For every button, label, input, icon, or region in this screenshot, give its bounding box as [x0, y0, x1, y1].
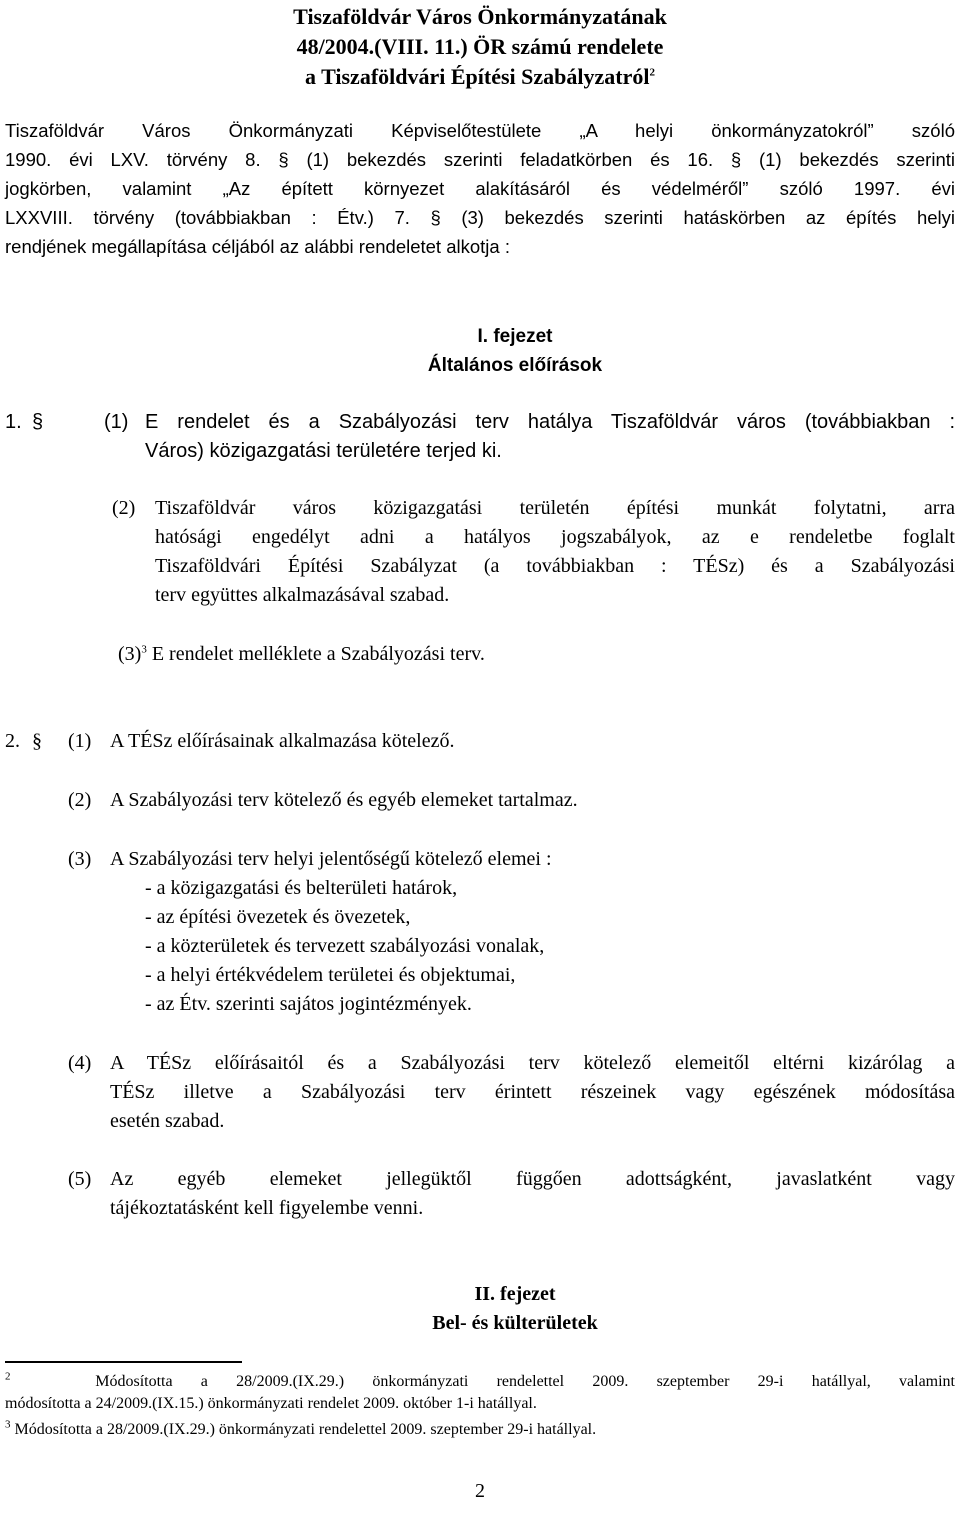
s1-p2-line-4: terv együttes alkalmazásával szabad. [155, 584, 450, 606]
title-line-1: Tiszaföldvár Város Önkormányzatának [293, 4, 667, 29]
s2-p2-text: A Szabályozási terv kötelező és egyéb elemeket tartalmaz. [110, 789, 578, 811]
s2-p2-number: (2) [68, 789, 92, 811]
chapter-1-title: Általános előírások [427, 355, 603, 376]
s2-p4-line-1: A TÉSz előírásaitól és a Szabályozási terv kötelező elemeitől eltérni kizárólag a [110, 1052, 955, 1074]
s1-p3 [118, 640, 485, 669]
footnote-separator [5, 1361, 242, 1363]
s2-p3-number: (3) [68, 848, 92, 870]
footnote-ref-2: 2 [649, 66, 655, 79]
s2-p5-line-2: tájékoztatásként kell figyelembe venni. [110, 1197, 424, 1219]
s2-p4-line-2: TÉSz illetve a Szabályozási terv érintett részeinek vagy egészének módosítása [110, 1081, 955, 1103]
s2-p3-text: A Szabályozási terv helyi jelentőségű kötelező elemei : [110, 848, 552, 870]
s2-p3-item-1: - a közigazgatási és belterületi határok, [145, 877, 458, 899]
s2-p3-item-5: - az Étv. szerinti sajátos jogintézmények. [145, 993, 472, 1015]
footnote-ref-3: 3 [141, 643, 147, 656]
s1-p2-line-2: hatósági engedélyt adni a hatályos jogszabályok, az e rendeletbe foglalt [155, 526, 955, 548]
footnote-3 [5, 1419, 955, 1441]
footnote-3-mark: 3 [5, 1418, 11, 1431]
intro-line-4: LXXVIII. törvény (továbbiakban : Étv.) 7. § (3) bekezdés szerinti hatáskörben az építés helyi [5, 207, 955, 228]
s2-p1-text: A TÉSz előírásainak alkalmazása kötelező. [110, 730, 455, 752]
s2-p3-item-3: - a közterületek és tervezett szabályozási vonalak, [145, 935, 545, 957]
footnote-2-mark: 2 [5, 1370, 11, 1383]
s2-p5-number: (5) [68, 1168, 92, 1190]
footnote-2-line-2: módosította a 24/2009.(IX.15.) önkormányzati rendelet 2009. október 1-i hatállyal. [5, 1395, 537, 1412]
s2-p4-number: (4) [68, 1052, 92, 1074]
s2-p5-line-1: Az egyéb elemeket jellegüktől függően adottságként, javaslatként vagy [110, 1168, 955, 1190]
intro-line-5: rendjének megállapítása céljából az alábbi rendeletet alkotja : [5, 236, 510, 257]
s2-p3-item-4: - a helyi értékvédelem területei és objektumai, [145, 964, 516, 986]
title-line-3 [200, 62, 760, 92]
chapter-2-title: Bel- és külterületek [432, 1312, 598, 1334]
chapter-2-number: II. fejezet [474, 1283, 556, 1305]
s1-p3-number: (3) [118, 643, 142, 665]
page-number: 2 [475, 1480, 485, 1502]
intro-line-2: 1990. évi LXV. törvény 8. § (1) bekezdés szerinti feladatkörben és 16. § (1) bekezdés szerinti [5, 149, 955, 170]
footnote-3-text: Módosította a 28/2009.(IX.29.) önkormányzati rendelettel 2009. szeptember 29-i hatállyal. [14, 1421, 597, 1438]
title-line-3-text: a Tiszaföldvári Építési Szabályzatról [305, 64, 650, 89]
chapter-1-number: I. fejezet [477, 326, 553, 347]
s1-p2-line-3: Tiszaföldvári Építési Szabályzat (a továbbiakban : TÉSz) és a Szabályozási [155, 555, 955, 577]
s1-p1-number: (1) [104, 411, 129, 433]
section-1-sign: § [32, 411, 44, 433]
footnote-2-text-1: Módosította a 28/2009.(IX.29.) önkormányzati rendelettel 2009. szeptember 29-i hatállyal, valamint [95, 1373, 956, 1390]
s1-p3-text: E rendelet melléklete a Szabályozási terv. [151, 643, 485, 665]
s1-p1-line-1: E rendelet és a Szabályozási terv hatálya Tiszaföldvár város (továbbiakban : [145, 411, 955, 433]
title-line-2: 48/2004.(VIII. 11.) ÖR számú rendelete [296, 34, 664, 59]
s1-p2-line-1: Tiszaföldvár város közigazgatási területén építési munkát folytatni, arra [155, 497, 955, 519]
section-1-number: 1. [5, 411, 22, 433]
footnote-2-line-1 [5, 1371, 955, 1393]
section-2-sign: § [32, 730, 42, 752]
intro-line-3: jogkörben, valamint „Az épített környezet alakításáról és védelméről” szóló 1997. évi [5, 178, 955, 199]
s2-p1-number: (1) [68, 730, 92, 752]
s2-p4-line-3: esetén szabad. [110, 1110, 225, 1132]
footnote-2 [5, 1371, 955, 1415]
intro-line-1: Tiszaföldvár Város Önkormányzati Képviselőtestülete „A helyi önkormányzatokról” szóló [5, 120, 955, 141]
s1-p2-number: (2) [112, 497, 136, 519]
section-2-number: 2. [5, 730, 20, 752]
s1-p1-line-2: Város) közigazgatási területére terjed ki. [145, 440, 502, 462]
s2-p3-item-2: - az építési övezetek és övezetek, [145, 906, 411, 928]
